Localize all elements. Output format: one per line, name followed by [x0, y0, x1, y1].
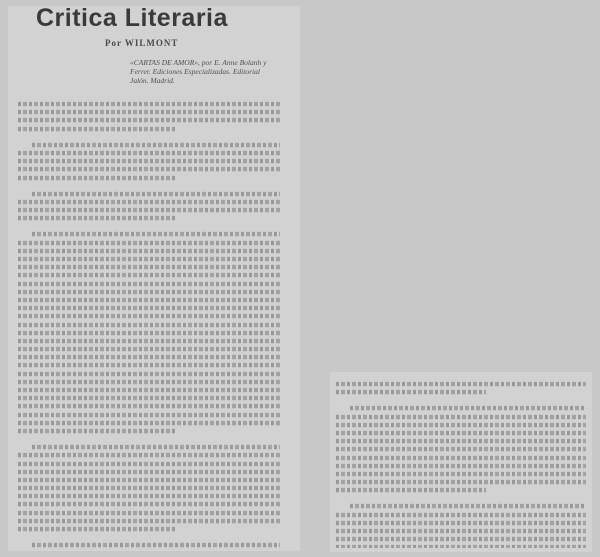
text-line: [18, 265, 280, 270]
text-line: [18, 175, 175, 180]
text-line: [336, 545, 586, 548]
text-line: [32, 232, 280, 237]
text-line: [18, 470, 280, 475]
text-line: [336, 480, 586, 485]
text-line: [18, 347, 280, 352]
text-line: [18, 478, 280, 483]
text-line: [18, 494, 280, 499]
text-line: [18, 314, 280, 319]
paragraph-gap: [18, 222, 280, 230]
text-line: [350, 406, 586, 411]
text-line: [18, 396, 280, 401]
text-line: [18, 281, 280, 286]
article-body-right: [336, 380, 586, 548]
text-line: [336, 414, 586, 419]
text-line: [18, 257, 280, 262]
paragraph-gap: [18, 435, 280, 443]
paragraph-gap: [336, 396, 586, 404]
paragraph-gap: [18, 133, 280, 141]
text-line: [336, 537, 586, 542]
text-line: [18, 151, 280, 156]
text-line: [18, 380, 280, 385]
text-line: [18, 486, 280, 491]
text-line: [18, 240, 280, 245]
text-line: [18, 502, 280, 507]
text-line: [18, 355, 280, 360]
text-line: [18, 429, 175, 434]
text-line: [18, 461, 280, 466]
text-line: [336, 488, 486, 493]
text-line: [18, 216, 175, 221]
text-line: [18, 126, 175, 131]
text-line: [18, 331, 280, 336]
text-line: [336, 439, 586, 444]
text-line: [32, 143, 280, 148]
text-line: [32, 543, 280, 548]
text-line: [18, 110, 280, 115]
text-line: [336, 472, 586, 477]
text-line: [18, 412, 280, 417]
text-line: [336, 423, 586, 428]
text-line: [18, 519, 280, 524]
text-line: [18, 388, 280, 393]
text-line: [336, 512, 586, 517]
text-line: [18, 118, 280, 123]
text-line: [18, 167, 280, 172]
article-headline: Critica Literaria: [36, 4, 228, 32]
text-line: [18, 159, 280, 164]
text-line: [336, 464, 586, 469]
text-line: [18, 363, 280, 368]
text-line: [18, 527, 175, 532]
text-line: [350, 504, 586, 509]
book-reference: «CARTAS DE AMOR», por E. Anne Bolanh y Ferrer. Ediciones Especializadas. Editorial Jalón. Madrid.: [130, 58, 267, 85]
text-line: [336, 529, 586, 534]
text-line: [18, 339, 280, 344]
text-line: [336, 455, 586, 460]
article-body-left: [18, 100, 280, 548]
text-line: [18, 510, 280, 515]
text-line: [336, 382, 586, 387]
text-line: [18, 306, 280, 311]
text-line: [18, 208, 280, 213]
text-line: [336, 390, 486, 395]
text-line: [18, 453, 280, 458]
text-line: [18, 200, 280, 205]
text-line: [18, 421, 280, 426]
text-line: [18, 290, 280, 295]
text-line: [18, 404, 280, 409]
article-byline: Por WILMONT: [105, 38, 179, 48]
paragraph-gap: [18, 533, 280, 541]
text-line: [18, 249, 280, 254]
text-line: [32, 192, 280, 197]
text-line: [18, 298, 280, 303]
text-line: [18, 102, 280, 107]
text-line: [336, 521, 586, 526]
text-line: [336, 447, 586, 452]
paragraph-gap: [336, 494, 586, 502]
text-line: [18, 273, 280, 278]
text-line: [18, 371, 280, 376]
paragraph-gap: [18, 182, 280, 190]
text-line: [32, 445, 280, 450]
text-line: [18, 322, 280, 327]
text-line: [336, 431, 586, 436]
